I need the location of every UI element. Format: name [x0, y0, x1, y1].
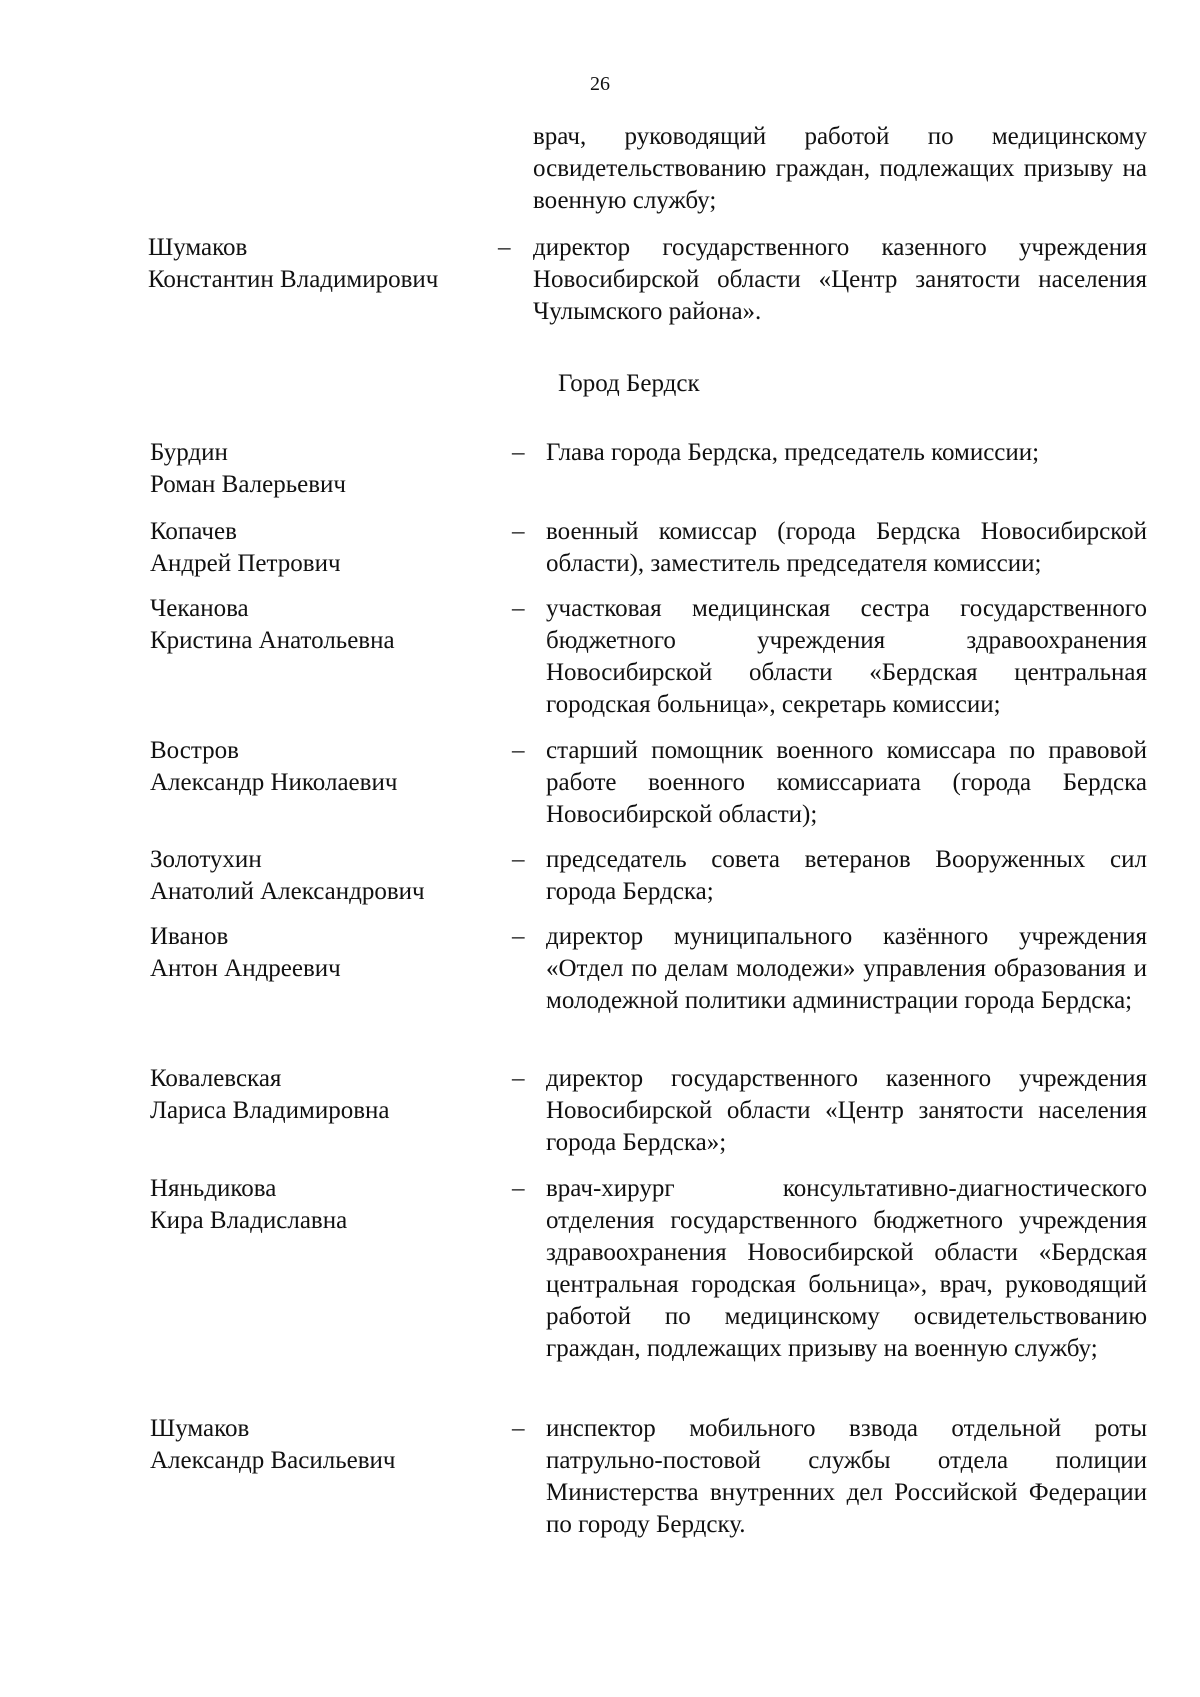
dash-separator: –: [498, 234, 511, 261]
member-surname: Шумаков: [150, 1415, 250, 1442]
continuation-text: врач, руководящий работой по медицинскому освидетельствованию граждан, подлежащих призыву на военную службу;: [533, 123, 1147, 214]
dash-separator: –: [512, 737, 525, 764]
member-name: [150, 437, 346, 501]
member-surname: Чеканова: [150, 595, 249, 622]
member-description: директор муниципального казённого учреждения «Отдел по делам молодежи» управления образования и молодежной политики администрации города Бердска;: [546, 923, 1147, 1014]
member-name: [150, 516, 341, 580]
member-given-name: Константин Владимирович: [148, 266, 439, 293]
member-name: [150, 921, 341, 985]
dash-separator: –: [512, 846, 525, 873]
page-number: 26: [590, 73, 610, 95]
member-given-name: Лариса Владимировна: [150, 1097, 390, 1124]
dash-separator: –: [512, 518, 525, 545]
member-description: инспектор мобильного взвода отдельной роты патрульно-постовой службы отдела полиции Министерства внутренних дел Российской Федерации по городу Бердску.: [546, 1415, 1147, 1538]
member-description: директор государственного казенного учреждения Новосибирской области «Центр занятости населения города Бердска»;: [546, 1065, 1147, 1156]
member-name: [150, 1063, 390, 1127]
member-description: Глава города Бердска, председатель комиссии;: [546, 439, 1040, 466]
member-description: военный комиссар (города Бердска Новосибирской области), заместитель председателя комиссии;: [546, 518, 1147, 577]
member-description: врач-хирург консультативно-диагностического отделения государственного бюджетного учреждения здравоохранения Новосибирской области «Бердская центральная городская больница», врач, руководящий работой по медицинскому освидетельствованию граждан, подлежащих призыву на военную службу;: [546, 1175, 1147, 1362]
member-given-name: Александр Николаевич: [150, 769, 398, 796]
dash-separator: –: [512, 1175, 525, 1202]
member-given-name: Андрей Петрович: [150, 550, 341, 577]
member-given-name: Александр Васильевич: [150, 1447, 396, 1474]
member-given-name: Роман Валерьевич: [150, 471, 346, 498]
member-surname: Копачев: [150, 518, 237, 545]
dash-separator: –: [512, 439, 525, 466]
dash-separator: –: [512, 1415, 525, 1442]
member-name: [148, 232, 438, 296]
member-name: [150, 593, 395, 657]
member-name: [150, 844, 425, 908]
dash-separator: –: [512, 1065, 525, 1092]
member-given-name: Антон Андреевич: [150, 955, 341, 982]
member-surname: Востров: [150, 737, 239, 764]
member-name: [150, 1413, 395, 1477]
member-description: председатель совета ветеранов Вооруженных сил города Бердска;: [546, 846, 1147, 905]
member-surname: Шумаков: [148, 234, 248, 261]
member-name: [150, 735, 397, 799]
dash-separator: –: [512, 595, 525, 622]
member-surname: Бурдин: [150, 439, 228, 466]
member-given-name: Анатолий Александрович: [150, 878, 425, 905]
member-given-name: Кира Владиславна: [150, 1207, 348, 1234]
dash-separator: –: [512, 923, 525, 950]
member-surname: Ковалевская: [150, 1065, 282, 1092]
member-given-name: Кристина Анатольевна: [150, 627, 395, 654]
member-description: директор государственного казенного учреждения Новосибирской области «Центр занятости населения Чулымского района».: [533, 234, 1147, 325]
member-surname: Золотухин: [150, 846, 262, 873]
member-description: участковая медицинская сестра государственного бюджетного учреждения здравоохранения Новосибирской области «Бердская центральная городская больница», секретарь комиссии;: [546, 595, 1147, 718]
member-surname: Иванов: [150, 923, 229, 950]
member-description: старший помощник военного комиссара по правовой работе военного комиссариата (города Бердска Новосибирской области);: [546, 737, 1147, 828]
member-name: [150, 1173, 347, 1237]
section-heading-text: Город Бердск: [558, 370, 700, 397]
member-surname: Няньдикова: [150, 1175, 277, 1202]
